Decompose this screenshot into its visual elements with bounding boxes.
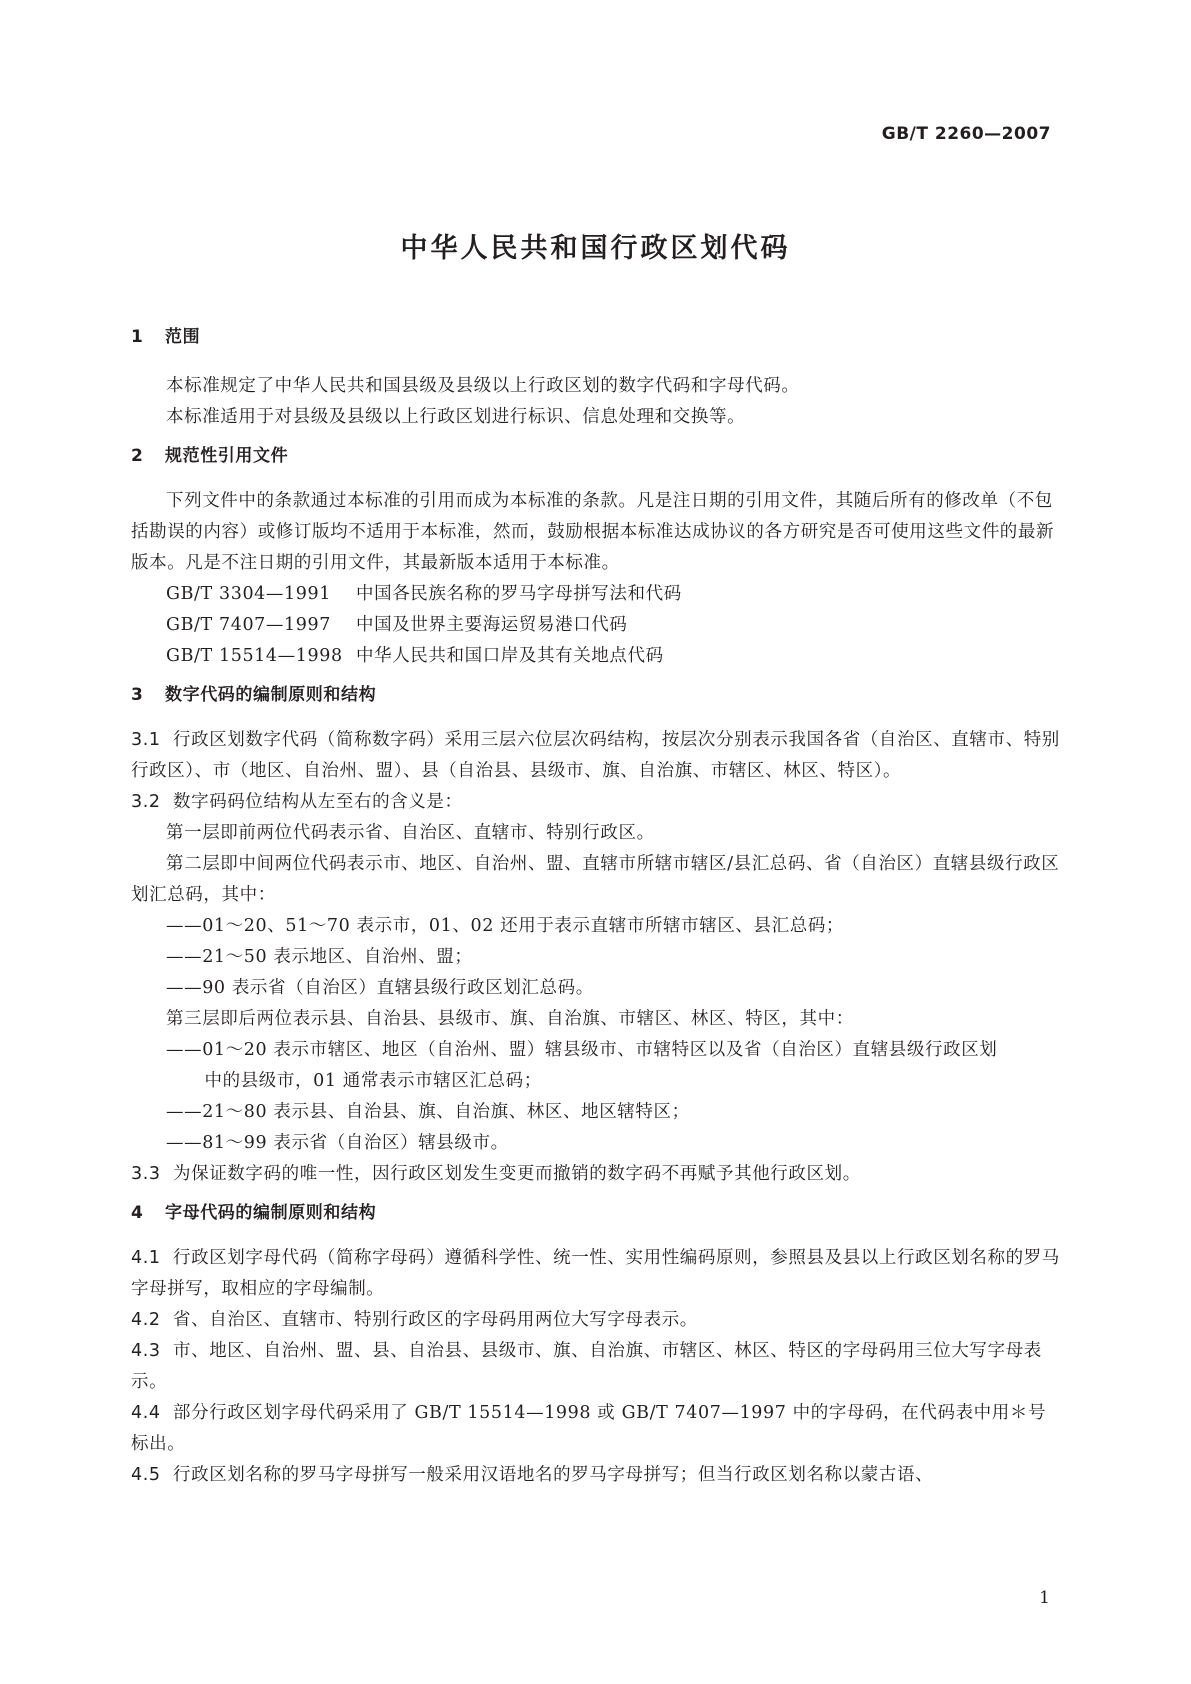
- clause-number: 4.4: [131, 1403, 161, 1423]
- clause-4-4: [131, 1398, 1061, 1460]
- list-item-continuation: 中的县级市，01 通常表示市辖区汇总码；: [204, 1071, 542, 1091]
- clause-text: 行政区划字母代码（简称字母码）遵循科学性、统一性、实用性编码原则，参照县及县以上行政区划名称的罗马字母拼写，取相应的字母编制。: [131, 1248, 1060, 1299]
- clause-text: 市、地区、自治州、盟、县、自治县、县级市、旗、自治旗、市辖区、林区、特区的字母码用三位大写字母表示。: [131, 1341, 1042, 1392]
- section-3-heading: [131, 680, 1061, 711]
- reference-item: [131, 641, 1061, 672]
- reference-item: [131, 610, 1061, 641]
- list-item: ——21～80 表示县、自治县、旗、自治旗、林区、地区辖特区；: [166, 1102, 690, 1122]
- section-title: 规范性引用文件: [165, 446, 289, 466]
- clause-3-2: [131, 787, 1061, 818]
- clause-number: 3.1: [131, 730, 161, 750]
- clause-number: 4.2: [131, 1310, 161, 1330]
- reference-title: 中国及世界主要海运贸易港口代码: [356, 615, 628, 635]
- list-item: ——90 表示省（自治区）直辖县级行政区划汇总码。: [166, 978, 594, 998]
- section-title: 字母代码的编制原则和结构: [165, 1203, 377, 1223]
- reference-code: GB/T 7407—1997: [166, 615, 331, 635]
- clause-number: 4.3: [131, 1341, 161, 1361]
- list-item: ——01～20 表示市辖区、地区（自治州、盟）辖县级市、市辖特区以及省（自治区）直辖县级行政区划: [166, 1040, 998, 1060]
- paragraph: 第二层即中间两位代码表示市、地区、自治州、盟、直辖市所辖市辖区/县汇总码、省（自治区）直辖县级行政区划汇总码，其中：: [131, 854, 1060, 905]
- clause-text: 为保证数字码的唯一性，因行政区划发生变更而撤销的数字码不再赋予其他行政区划。: [173, 1164, 861, 1184]
- section-title: 数字代码的编制原则和结构: [165, 685, 377, 705]
- section-title: 范围: [165, 327, 201, 347]
- clause-4-5: [131, 1460, 1061, 1491]
- reference-title: 中华人民共和国口岸及其有关地点代码: [356, 646, 664, 666]
- reference-code: GB/T 3304—1991: [166, 584, 331, 604]
- document-body: [131, 322, 1061, 1491]
- list-item: ——01～20、51～70 表示市，01、02 还用于表示直辖市所辖市辖区、县汇总码；: [166, 916, 845, 936]
- clause-number: 3.3: [131, 1164, 161, 1184]
- section-4-heading: [131, 1198, 1061, 1229]
- paragraph: 第三层即后两位表示县、自治县、县级市、旗、自治旗、市辖区、林区、特区，其中：: [166, 1009, 854, 1029]
- clause-text: 行政区划名称的罗马字母拼写一般采用汉语地名的罗马字母拼写；但当行政区划名称以蒙古语、: [173, 1465, 934, 1485]
- section-1-heading: [131, 322, 1061, 353]
- clause-4-2: [131, 1305, 1061, 1336]
- clause-4-1: [131, 1243, 1061, 1305]
- reference-code: GB/T 15514—1998: [166, 646, 343, 666]
- paragraph: 本标准适用于对县级及县级以上行政区划进行标识、信息处理和交换等。: [166, 407, 746, 427]
- list-item: ——81～99 表示省（自治区）辖县级市。: [166, 1133, 509, 1153]
- section-2-heading: [131, 441, 1061, 472]
- reference-title: 中国各民族名称的罗马字母拼写法和代码: [356, 584, 682, 604]
- clause-3-1: [131, 725, 1061, 787]
- standard-code: GB/T 2260—2007: [881, 124, 1051, 144]
- clause-3-3: [131, 1159, 1061, 1190]
- section-number: 1: [131, 327, 144, 347]
- section-number: 2: [131, 446, 144, 466]
- clause-text: 数字码码位结构从左至右的含义是：: [173, 792, 463, 812]
- page-title: 中华人民共和国行政区划代码: [400, 233, 791, 264]
- reference-item: [131, 579, 1061, 610]
- page-number: 1: [1039, 1588, 1050, 1608]
- paragraph: 本标准规定了中华人民共和国县级及县级以上行政区划的数字代码和字母代码。: [166, 376, 800, 396]
- list-item: ——21～50 表示地区、自治州、盟；: [166, 947, 473, 967]
- clause-number: 4.5: [131, 1465, 161, 1485]
- clause-4-3: [131, 1336, 1061, 1398]
- clause-text: 省、自治区、直辖市、特别行政区的字母码用两位大写字母表示。: [173, 1310, 698, 1330]
- clause-number: 4.1: [131, 1248, 161, 1268]
- paragraph: 第一层即前两位代码表示省、自治区、直辖市、特别行政区。: [166, 823, 655, 843]
- clause-number: 3.2: [131, 792, 161, 812]
- section-number: 3: [131, 685, 144, 705]
- clause-text: 部分行政区划字母代码采用了 GB/T 15514—1998 或 GB/T 7407—1997 中的字母码，在代码表中用＊号标出。: [131, 1403, 1047, 1454]
- section-number: 4: [131, 1203, 144, 1223]
- paragraph: 下列文件中的条款通过本标准的引用而成为本标准的条款。凡是注日期的引用文件，其随后所有的修改单（不包括勘误的内容）或修订版均不适用于本标准，然而，鼓励根据本标准达成协议的各方研究是否可使用这些文件的最新版本。凡是不注日期的引用文件，其最新版本适用于本标准。: [131, 491, 1055, 573]
- clause-text: 行政区划数字代码（简称数字码）采用三层六位层次码结构，按层次分别表示我国各省（自治区、直辖市、特别行政区）、市（地区、自治州、盟）、县（自治县、县级市、旗、自治旗、市辖区、林区、特区）。: [131, 730, 1060, 781]
